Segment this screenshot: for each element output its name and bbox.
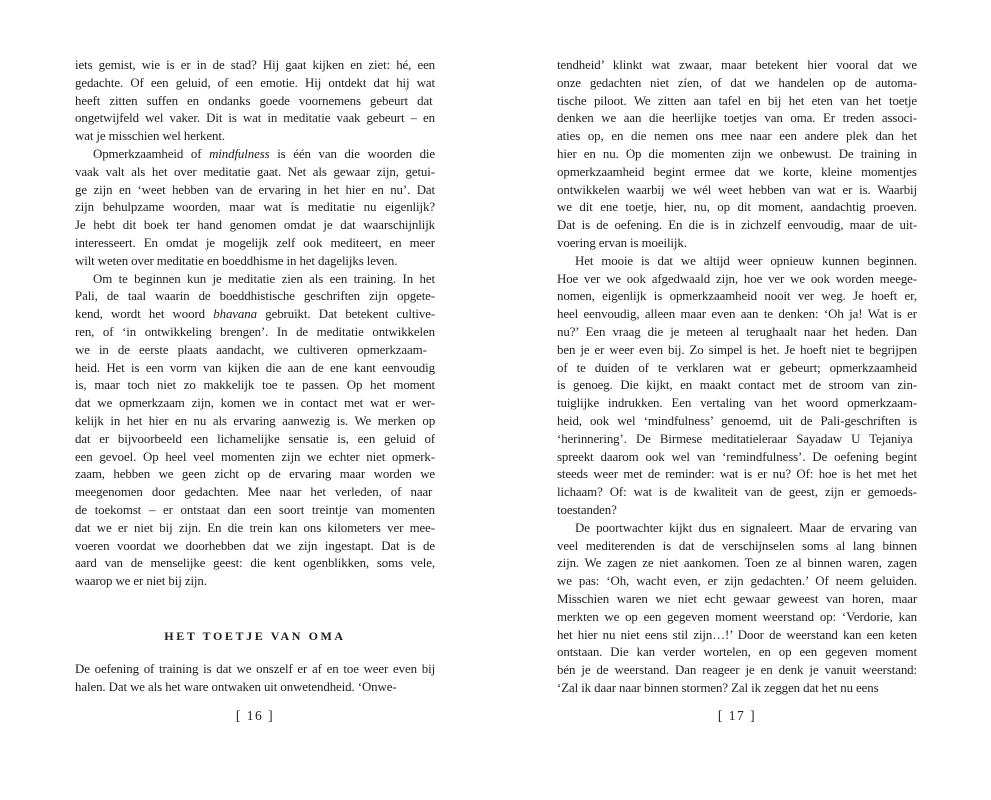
- text-line: heel eenvoudig, alleen maar even aan te denken: ‘Oh ja! Wat is er: [557, 307, 917, 322]
- text-line: voering ervan is moeilijk.: [557, 235, 687, 250]
- text-line: vaak valt als het over meditatie gaat. Net als gewaar zijn, getui-: [75, 164, 435, 179]
- text-line: is genoeg. Die kijkt, en maakt contact met de stroom van zin-: [557, 378, 917, 393]
- text-line: ontstaan. Die kan verder wortelen, en op een gegeven moment: [557, 645, 917, 660]
- text-line: Opmerkzaamheid of mindfulness is één van die woorden die: [93, 146, 436, 161]
- text-line: of te duiden of te verklaren wat er gebeurt; opmerkzaamheid: [557, 360, 918, 375]
- section-heading: HET TOETJE VAN OMA: [164, 628, 346, 643]
- page-number-left: [ 16 ]: [235, 708, 275, 723]
- text-line: Om te beginnen kun je meditatie zien als een training. In het: [93, 271, 435, 286]
- text-line: we pas: ‘Oh, wacht even, er zijn gedachten.’ Of neem geluiden.: [557, 574, 918, 589]
- text-line: toestanden?: [557, 502, 617, 517]
- text-line: halen. Dat we als het ware ontwaken uit onwetendheid. ‘Onwe-: [75, 679, 397, 694]
- text-line: opmerkzaamheid begint ermee dat we korte, kleine momentjes: [557, 164, 917, 179]
- text-line: we in de eerste plaats aandacht, we cultiveren opmerkzaam-: [75, 342, 427, 357]
- text-line: heid. Het is een vorm van kijken die aan de ene kant eenvoudig: [75, 360, 435, 375]
- text-line: kend, wordt het woord bhavana gebruikt. Dat betekent cultive-: [75, 307, 436, 322]
- text-line: wilt weten over meditatie en boeddhisme in het dagelijks leven.: [75, 253, 398, 268]
- text-line: wat je misschien wel herkent.: [75, 129, 225, 144]
- text-line: meegenomen door gedachten. Mee naar het verleden, of naar: [75, 485, 433, 500]
- text-line: nu?’ Een vraag die je meteen al terughaalt naar het heden. Dan: [557, 324, 917, 339]
- text-line: heeft zitten suffen en ondanks goede voornemens gebeurt dat: [75, 93, 433, 108]
- text-line: steeds weer met de reminder: wat is er nu? Of: hoe is het met het: [557, 467, 918, 482]
- text-line: nomen, eigenlijk is opmerkzaamheid nooit ver weg. Je hoeft er,: [557, 289, 917, 304]
- text-line: merkten we op een gegeven moment weerstand op: ‘Verdorie, kan: [557, 609, 917, 624]
- text-line: interesseert. En omdat je mogelijk zelf ook mediteert, en meer: [75, 235, 435, 250]
- text-line: het hier nu niet eens stil zijn…!’ Door de weerstand kan een keten: [557, 627, 917, 642]
- text-line: ‘Zal ik daar naar binnen stormen? Zal ik zeggen dat het nu eens: [557, 680, 879, 695]
- text-line: Het mooie is dat we altijd weer opnieuw kunnen beginnen.: [575, 253, 917, 268]
- text-line: lichaam? Of: wat is de kwaliteit van de geest, zijn er gemoeds-: [557, 485, 917, 500]
- text-line: we dit ene toetje, hier, nu, op dit moment, aandachtig proeven.: [557, 200, 918, 215]
- text-line: gedachte. Of een geluid, of een emotie. Hij ontdekt dat hij wat: [75, 75, 436, 90]
- text-line: Je hebt dit boek ter hand genomen omdat je dat waarschijnlijk: [75, 218, 436, 233]
- text-line: tendheid’ klinkt wat zwaar, maar betekent hier vooral dat we: [557, 58, 917, 72]
- text-line: ontwikkelen waarbij we wél weet hebben van wat er is. Waarbij: [557, 182, 918, 197]
- text-line: Hoe ver we ook afgedwaald zijn, hoe ver we ook worden meege-: [557, 271, 917, 286]
- text-line: dat we er niet bij zijn. En die trein kan ons kilometers ver mee-: [75, 520, 435, 535]
- text-line: Misschien waren we niet echt gewaar geweest van horen, maar: [557, 591, 918, 606]
- text-line: tuiglijke indrukken. Een vertaling van het woord opmerkzaam-: [557, 396, 917, 411]
- text-line: spreekt daarom ook wel van ‘remindfulness’. De oefening begint: [557, 449, 918, 464]
- page-number-right: [ 17 ]: [717, 708, 757, 723]
- text-line: De oefening of training is dat we onszelf er af en toe weer even bij: [75, 661, 436, 676]
- text-line: ‘herinnering’. De Birmese meditatieleraar Sayadaw U Tejaniya: [557, 431, 913, 446]
- text-line: De poortwachter kijkt dus en signaleert. Maar de ervaring van: [575, 520, 917, 535]
- text-line: dat er bijvoorbeeld een lichamelijke sensatie is, een geluid of: [75, 431, 435, 446]
- page-left-text: [75, 57, 435, 697]
- text-line: zijn. We zagen ze niet aankomen. Toen ze al binnen waren, zagen: [557, 556, 918, 571]
- text-line: heid, ook wel ‘mindfulness’ genoemd, uit de Pali-geschriften is: [557, 413, 918, 428]
- text-line: dat we opmerkzaam zijn, komen we in contact met wat er wer-: [75, 396, 436, 411]
- text-line: hier en nu. Op die momenten zijn we onbewust. De training in: [557, 146, 917, 161]
- text-line: is, maar toch niet zo makkelijk toe te passen. Op het moment: [75, 378, 436, 393]
- text-line: ren, of ‘in ontwikkeling brengen’. In de meditatie ontwikkelen: [75, 324, 435, 339]
- page-right: [557, 0, 917, 800]
- page-left: [75, 0, 435, 800]
- text-line: bén je de weerstand. Dan reageer je en denk je vanuit weerstand:: [557, 663, 918, 678]
- text-line: waarop we er niet bij zijn.: [75, 574, 207, 589]
- text-line: zijn behulpzame woorden, maar wat ís meditatie nu eigenlijk?: [75, 200, 435, 215]
- text-line: veel mediterenden is dat de verschijnselen soms al lang binnen: [557, 538, 917, 553]
- text-line: ben je er weer even bij. Zo simpel is het. Je hoeft niet te begrijpen: [557, 342, 918, 357]
- text-line: tische piloot. We zitten aan tafel en bij het eten van het toetje: [557, 93, 918, 108]
- page-right-text: [557, 57, 917, 698]
- text-line: onze gedachten niet zíen, of dat we handelen op de automa-: [557, 75, 917, 90]
- text-line: zaam, hebben we geen zicht op de ervaring maar worden we: [75, 467, 436, 482]
- text-line: kelijk in het hier en nu als ervaring aanwezig is. We merken op: [75, 413, 436, 428]
- text-line: een gevoel. Op heel veel momenten zijn we echter niet opmerk-: [75, 449, 435, 464]
- text-line: ge zijn en ‘weet hebben van de ervaring in het hier en nu’. Dat: [75, 182, 436, 197]
- text-line: aties op, en die nemen ons mee naar een andere plek dan het: [557, 129, 917, 144]
- text-line: de toekomst – er ontstaat dan een soort treintje van momenten: [75, 502, 436, 517]
- text-line: iets gemist, wie is er in de stad? Hij gaat kijken en ziet: hé, een: [75, 58, 436, 72]
- text-line: denken we aan die heerlijke toetjes van oma. Er treden associ-: [557, 111, 917, 126]
- text-line: ongetwijfeld wel vaker. Dit is wat in meditatie vaak gebeurt – en: [75, 111, 436, 126]
- text-line: Dat is de oefening. En die is in zichzelf eenvoudig, maar de uit-: [557, 218, 918, 233]
- text-line: voeren voordat we doorhebben dat we zijn ingestapt. Dat is de: [75, 538, 436, 553]
- text-line: Pali, de taal waarin de boeddhistische geschriften zijn opgete-: [75, 289, 435, 304]
- text-line: aard van de menselijke geest: die kent ogenblikken, soms vele,: [75, 556, 435, 571]
